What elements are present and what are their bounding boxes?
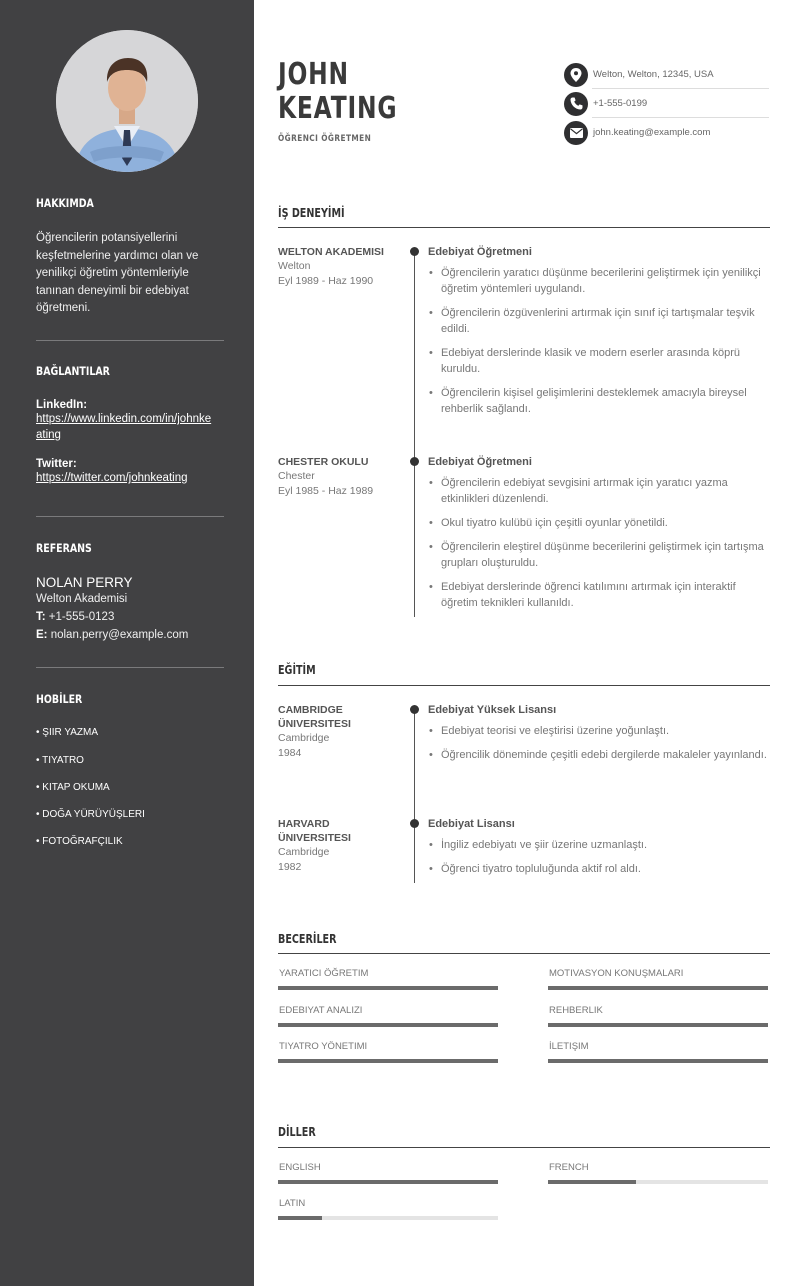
entry-bullet: • Öğrencilerin yaratıcı düşünme becerilerini geliştirmek için yenilikçi öğretim yöntemleri uygulandı. <box>428 265 770 297</box>
entry-details <box>428 817 770 885</box>
entry-org: CAMBRIDGE ÜNIVERSITESI <box>278 704 351 730</box>
entry-meta <box>278 817 398 874</box>
skill-label: REHBERLIK <box>549 1005 603 1016</box>
candidate-name <box>278 58 397 126</box>
skill-bar-fill <box>278 1023 498 1027</box>
entry-details <box>428 455 770 619</box>
skill-bar <box>548 1023 768 1027</box>
entry-title: Edebiyat Yüksek Lisansı <box>428 704 557 716</box>
entry-bullet: • İngiliz edebiyatı ve şiir üzerine uzmanlaştı. <box>428 837 770 853</box>
about-text: Öğrencilerin potansiyellerini keşfetmelerine yardımcı olan ve yenilikçi öğretim yöntemleriyle tanınan deneyimli bir edebiyat öğretmeni. <box>36 232 199 314</box>
skill-item <box>278 1005 498 1027</box>
entry-bullets <box>428 837 770 877</box>
entry-org: CHESTER OKULU <box>278 456 369 468</box>
entry-bullet: • Öğrenci tiyatro topluluğunda aktif rol aldı. <box>428 861 770 877</box>
entry-bullet: • Edebiyat derslerinde öğrenci katılımını artırmak için interaktif öğretim teknikleri kullanıldı. <box>428 579 770 611</box>
skill-item <box>278 968 498 990</box>
language-label: ENGLISH <box>279 1162 321 1173</box>
language-item <box>278 1162 498 1184</box>
skills-heading: BECERİLER <box>278 932 337 946</box>
entry-location: Chester <box>278 470 315 482</box>
timeline-dot <box>410 247 419 256</box>
entry-title: Edebiyat Öğretmeni <box>428 456 532 468</box>
entry-title: Edebiyat Öğretmeni <box>428 246 532 258</box>
entry-location: Welton <box>278 260 311 272</box>
language-bar-fill <box>278 1216 322 1220</box>
about-section <box>36 196 224 318</box>
skill-bar-fill <box>548 1023 768 1027</box>
language-bar <box>278 1216 498 1220</box>
contact-phone <box>564 89 769 118</box>
entry-meta <box>278 703 398 760</box>
education-rule <box>278 685 770 686</box>
entry-dates: Eyl 1985 - Haz 1989 <box>278 484 374 497</box>
entry-location: Cambridge <box>278 732 330 744</box>
reference-phone-line <box>36 608 224 626</box>
language-bar-fill <box>278 1180 498 1184</box>
skill-label: TIYATRO YÖNETIMI <box>279 1041 368 1052</box>
hobby-item: • ŞIIR YAZMA <box>36 727 99 738</box>
linkedin-link-block <box>36 399 224 443</box>
skill-bar <box>548 1059 768 1063</box>
hobby-item: • DOĞA YÜRÜYÜŞLERI <box>36 809 145 820</box>
skill-item <box>548 1041 768 1063</box>
phone-text: +1-555-0199 <box>593 98 648 109</box>
hobby-item: • FOTOĞRAFÇILIK <box>36 836 123 847</box>
sidebar-divider <box>36 340 224 341</box>
language-bar <box>278 1180 498 1184</box>
reference-phone: +1-555-0123 <box>48 611 115 623</box>
skill-bar-fill <box>548 986 768 990</box>
languages-rule <box>278 1147 770 1148</box>
email-text: john.keating@example.com <box>593 127 711 138</box>
entry-bullet: • Öğrencilerin edebiyat sevgisini artırmak için yaratıcı yazma etkinlikleri düzenlendi. <box>428 475 770 507</box>
candidate-role: ÖĞRENCI ÖĞRETMEN <box>278 134 372 144</box>
entry-meta <box>278 245 398 288</box>
skill-label: İLETIŞIM <box>549 1041 589 1052</box>
skill-item <box>548 1005 768 1027</box>
language-label: FRENCH <box>549 1162 589 1173</box>
hobbies-heading: HOBİLER <box>36 692 83 706</box>
hobby-item: • TIYATRO <box>36 755 84 766</box>
experience-rule <box>278 227 770 228</box>
skill-bar <box>278 1023 498 1027</box>
entry-bullets <box>428 265 770 417</box>
reference-email-label: E: <box>36 629 48 641</box>
entry-org: WELTON AKADEMISI <box>278 246 384 258</box>
address-text: Welton, Welton, 12345, USA <box>593 69 714 80</box>
reference-email: nolan.perry@example.com <box>50 629 189 641</box>
reference-email-line <box>36 626 224 644</box>
reference-phone-label: T: <box>36 611 46 623</box>
skill-bar <box>278 986 498 990</box>
reference-org: Welton Akademisi <box>36 593 128 605</box>
entry-dates: Eyl 1989 - Haz 1990 <box>278 274 374 287</box>
sidebar <box>0 0 254 1286</box>
language-item <box>548 1162 768 1184</box>
education-heading: EĞİTİM <box>278 663 316 677</box>
skill-label: MOTIVASYON KONUŞMALARI <box>549 968 684 979</box>
twitter-label: Twitter: <box>36 458 77 470</box>
skill-bar-fill <box>278 1059 498 1063</box>
skills-rule <box>278 953 770 954</box>
phone-icon <box>564 92 588 116</box>
language-bar-fill <box>548 1180 636 1184</box>
contact-email <box>564 118 769 147</box>
entry-bullet: • Edebiyat derslerinde klasik ve modern eserler arasında köprü kuruldu. <box>428 345 770 377</box>
timeline-dot <box>410 705 419 714</box>
skill-bar <box>278 1059 498 1063</box>
contact-address <box>564 60 769 89</box>
entry-details <box>428 703 770 771</box>
linkedin-url[interactable]: https://www.linkedin.com/in/johnkeating <box>36 413 212 441</box>
twitter-link-block <box>36 458 224 486</box>
twitter-url[interactable]: https://twitter.com/johnkeating <box>36 472 188 484</box>
entry-bullet: • Öğrencilerin eleştirel düşünme becerilerini geliştirmek için tartışma grupları oluşturuldu. <box>428 539 770 571</box>
entry-bullets <box>428 723 770 763</box>
experience-heading: İŞ DENEYİMİ <box>278 206 345 220</box>
entry-bullet: • Edebiyat teorisi ve eleştirisi üzerine yoğunlaştı. <box>428 723 770 739</box>
sidebar-divider <box>36 516 224 517</box>
reference-name: NOLAN PERRY <box>36 575 133 590</box>
skill-label: YARATICI ÖĞRETIM <box>279 968 369 979</box>
hobbies-section <box>36 692 224 706</box>
skill-bar <box>548 986 768 990</box>
timeline-dot <box>410 457 419 466</box>
language-label: LATIN <box>279 1198 306 1209</box>
links-section <box>36 364 224 486</box>
timeline-line <box>414 251 415 617</box>
entry-bullet: • Öğrencilerin kişisel gelişimlerini desteklemek amacıyla bireysel rehberlik sağlandı. <box>428 385 770 417</box>
sidebar-divider <box>36 667 224 668</box>
entry-bullets <box>428 475 770 611</box>
hobby-item: • KITAP OKUMA <box>36 782 110 793</box>
skill-item <box>548 968 768 990</box>
languages-heading: DİLLER <box>278 1125 316 1139</box>
location-pin-icon <box>564 63 588 87</box>
entry-title: Edebiyat Lisansı <box>428 818 515 830</box>
skill-bar-fill <box>548 1059 768 1063</box>
entry-location: Cambridge <box>278 846 330 858</box>
profile-photo-illustration <box>56 30 198 172</box>
linkedin-label: LinkedIn: <box>36 399 88 411</box>
entry-bullet: • Okul tiyatro kulübü için çeşitli oyunlar yönetildi. <box>428 515 770 531</box>
entry-details <box>428 245 770 425</box>
first-name: JOHN <box>278 57 349 92</box>
entry-bullet: • Öğrencilik döneminde çeşitli edebi dergilerde makaleler yayınlandı. <box>428 747 770 763</box>
entry-dates: 1984 <box>278 746 302 759</box>
links-heading: BAĞLANTILAR <box>36 364 110 378</box>
timeline-line <box>414 709 415 883</box>
skill-item <box>278 1041 498 1063</box>
last-name: KEATING <box>278 91 398 126</box>
about-heading: HAKKIMDA <box>36 196 94 210</box>
envelope-icon <box>564 121 588 145</box>
language-bar <box>548 1180 768 1184</box>
profile-photo <box>56 30 198 172</box>
skill-label: EDEBIYAT ANALIZI <box>279 1005 363 1016</box>
language-item <box>278 1198 498 1220</box>
reference-heading: REFERANS <box>36 541 92 555</box>
entry-meta <box>278 455 398 498</box>
skill-bar-fill <box>278 986 498 990</box>
reference-section <box>36 541 224 644</box>
entry-dates: 1982 <box>278 860 302 873</box>
entry-bullet: • Öğrencilerin özgüvenlerini artırmak için sınıf içi tartışmalar teşvik edildi. <box>428 305 770 337</box>
timeline-dot <box>410 819 419 828</box>
entry-org: HARVARD ÜNIVERSITESI <box>278 818 351 844</box>
